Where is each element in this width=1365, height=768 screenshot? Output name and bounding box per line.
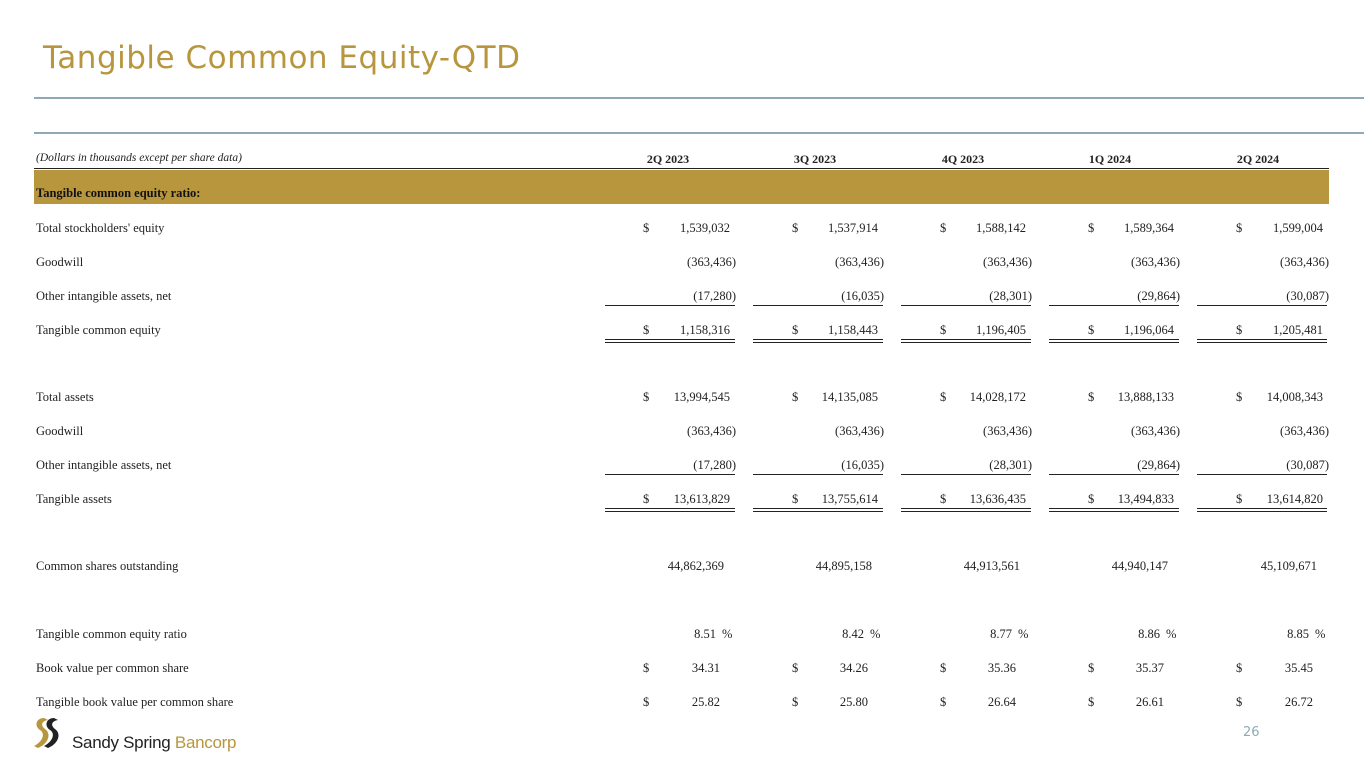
section-band	[34, 170, 1329, 204]
currency-symbol: $	[792, 323, 799, 337]
percent-symbol: %	[1018, 627, 1029, 641]
currency-symbol: $	[1088, 323, 1095, 337]
currency-symbol: $	[1236, 390, 1243, 404]
table-cell: 8.51	[694, 627, 716, 641]
table-cell: 8.42	[842, 627, 864, 641]
table-cell: (17,280)	[693, 458, 736, 472]
row-label: Tangible book value per common share	[36, 695, 234, 709]
table-cell: 8.85	[1287, 627, 1309, 641]
total-double-underline	[901, 339, 1031, 343]
table-top-rule	[34, 132, 1364, 134]
currency-symbol: $	[1236, 323, 1243, 337]
percent-symbol: %	[870, 627, 881, 641]
currency-symbol: $	[792, 221, 799, 235]
currency-symbol: $	[1236, 221, 1243, 235]
table-cell: 26.64	[987, 695, 1016, 709]
currency-symbol: $	[940, 695, 947, 709]
total-double-underline	[901, 508, 1031, 512]
subtotal-underline	[753, 305, 883, 306]
table-cell: 14,135,085	[821, 390, 878, 404]
currency-symbol: $	[1088, 695, 1095, 709]
currency-symbol: $	[1236, 492, 1243, 506]
table-cell: (28,301)	[989, 289, 1032, 303]
table-cell: (29,864)	[1137, 289, 1180, 303]
currency-symbol: $	[792, 390, 799, 404]
total-double-underline	[753, 508, 883, 512]
column-header: 3Q 2023	[793, 152, 837, 166]
row-label: Book value per common share	[36, 661, 189, 675]
row-label: Goodwill	[36, 255, 84, 269]
table-cell: 8.86	[1138, 627, 1160, 641]
currency-symbol: $	[940, 323, 947, 337]
row-label: Tangible common equity ratio	[36, 627, 187, 641]
column-header: 2Q 2023	[646, 152, 690, 166]
percent-symbol: %	[722, 627, 733, 641]
table-cell: 1,589,364	[1124, 221, 1174, 235]
table-cell: 35.45	[1284, 661, 1313, 675]
subtotal-underline	[901, 474, 1031, 475]
currency-symbol: $	[792, 492, 799, 506]
currency-symbol: $	[1088, 492, 1095, 506]
table-cell: (30,087)	[1286, 289, 1329, 303]
row-label: Tangible common equity	[36, 323, 161, 337]
subtotal-underline	[1049, 474, 1179, 475]
subtotal-underline	[1049, 305, 1179, 306]
currency-symbol: $	[643, 323, 650, 337]
subtotal-underline	[1197, 305, 1327, 306]
units-note: (Dollars in thousands except per share data)	[36, 152, 242, 164]
row-label: Goodwill	[36, 424, 84, 438]
brand-name-part1: Sandy Spring	[72, 733, 171, 752]
table-cell: 35.36	[987, 661, 1016, 675]
table-cell: 13,994,545	[673, 390, 730, 404]
currency-symbol: $	[1088, 390, 1095, 404]
currency-symbol: $	[940, 390, 947, 404]
currency-symbol: $	[940, 661, 947, 675]
table-cell: 13,614,820	[1266, 492, 1323, 506]
table-cell: (363,436)	[687, 255, 736, 269]
table-cell: 1,205,481	[1273, 323, 1323, 337]
table-cell: 14,008,343	[1266, 390, 1323, 404]
subtotal-underline	[753, 474, 883, 475]
page-number: 26	[1243, 725, 1260, 740]
currency-symbol: $	[1236, 661, 1243, 675]
table-cell: (363,436)	[983, 255, 1032, 269]
currency-symbol: $	[643, 221, 650, 235]
brand-name-part2: Bancorp	[174, 733, 237, 752]
row-label: Common shares outstanding	[36, 559, 179, 573]
header-underline	[34, 168, 1329, 169]
table-cell: (28,301)	[989, 458, 1032, 472]
table-cell: (16,035)	[841, 458, 884, 472]
table-cell: 25.80	[839, 695, 868, 709]
row-label: Other intangible assets, net	[36, 458, 172, 472]
table-cell: (16,035)	[841, 289, 884, 303]
page-title: Tangible Common Equity-QTD	[43, 40, 521, 76]
table-cell: 34.31	[691, 661, 720, 675]
table-cell: (363,436)	[1280, 255, 1329, 269]
currency-symbol: $	[792, 661, 799, 675]
table-cell: (363,436)	[1131, 424, 1180, 438]
table-cell: 13,613,829	[673, 492, 730, 506]
table-cell: 1,539,032	[680, 221, 730, 235]
total-double-underline	[605, 508, 735, 512]
table-cell: 1,196,405	[976, 323, 1026, 337]
column-header: 2Q 2024	[1236, 152, 1280, 166]
percent-symbol: %	[1166, 627, 1177, 641]
total-double-underline	[1049, 508, 1179, 512]
row-label: Tangible assets	[36, 492, 112, 506]
row-label: Total stockholders' equity	[36, 221, 165, 235]
table-cell: (363,436)	[1131, 255, 1180, 269]
row-label: Total assets	[36, 390, 94, 404]
table-cell: (30,087)	[1286, 458, 1329, 472]
brand-wordmark	[72, 733, 236, 753]
subtotal-underline	[1197, 474, 1327, 475]
table-cell: 13,636,435	[969, 492, 1026, 506]
table-cell: (363,436)	[687, 424, 736, 438]
table-cell: (363,436)	[835, 255, 884, 269]
total-double-underline	[1197, 508, 1327, 512]
subtotal-underline	[901, 305, 1031, 306]
currency-symbol: $	[643, 390, 650, 404]
table-cell: 13,494,833	[1117, 492, 1174, 506]
table-cell: (17,280)	[693, 289, 736, 303]
row-label: Other intangible assets, net	[36, 289, 172, 303]
column-header: 4Q 2023	[941, 152, 985, 166]
total-double-underline	[605, 339, 735, 343]
currency-symbol: $	[940, 492, 947, 506]
currency-symbol: $	[1088, 661, 1095, 675]
currency-symbol: $	[643, 661, 650, 675]
total-double-underline	[1049, 339, 1179, 343]
table-cell: 1,588,142	[976, 221, 1026, 235]
section-header: Tangible common equity ratio:	[36, 186, 201, 200]
table-cell: (29,864)	[1137, 458, 1180, 472]
table-cell: (363,436)	[983, 424, 1032, 438]
table-cell: 26.61	[1135, 695, 1164, 709]
table-cell: 45,109,671	[1260, 559, 1317, 573]
table-cell: 1,158,443	[828, 323, 878, 337]
table-cell: 25.82	[691, 695, 720, 709]
table-cell: 1,537,914	[828, 221, 878, 235]
currency-symbol: $	[643, 492, 650, 506]
column-header: 1Q 2024	[1088, 152, 1132, 166]
subtotal-underline	[605, 474, 735, 475]
table-cell: 44,862,369	[667, 559, 724, 573]
table-cell: 44,940,147	[1111, 559, 1168, 573]
table-cell: (363,436)	[835, 424, 884, 438]
currency-symbol: $	[940, 221, 947, 235]
title-rule	[34, 97, 1364, 99]
subtotal-underline	[605, 305, 735, 306]
table-cell: 1,196,064	[1124, 323, 1174, 337]
table-cell: 26.72	[1284, 695, 1313, 709]
currency-symbol: $	[792, 695, 799, 709]
table-cell: 1,158,316	[680, 323, 730, 337]
table-cell: 44,913,561	[963, 559, 1020, 573]
table-cell: 13,755,614	[821, 492, 878, 506]
currency-symbol: $	[643, 695, 650, 709]
table-cell: 14,028,172	[969, 390, 1026, 404]
table-cell: 44,895,158	[815, 559, 872, 573]
total-double-underline	[753, 339, 883, 343]
table-cell: 13,888,133	[1117, 390, 1174, 404]
percent-symbol: %	[1315, 627, 1326, 641]
table-cell: 1,599,004	[1273, 221, 1323, 235]
currency-symbol: $	[1236, 695, 1243, 709]
table-cell: 8.77	[990, 627, 1012, 641]
table-cell: (363,436)	[1280, 424, 1329, 438]
total-double-underline	[1197, 339, 1327, 343]
currency-symbol: $	[1088, 221, 1095, 235]
table-cell: 34.26	[839, 661, 868, 675]
table-cell: 35.37	[1135, 661, 1164, 675]
